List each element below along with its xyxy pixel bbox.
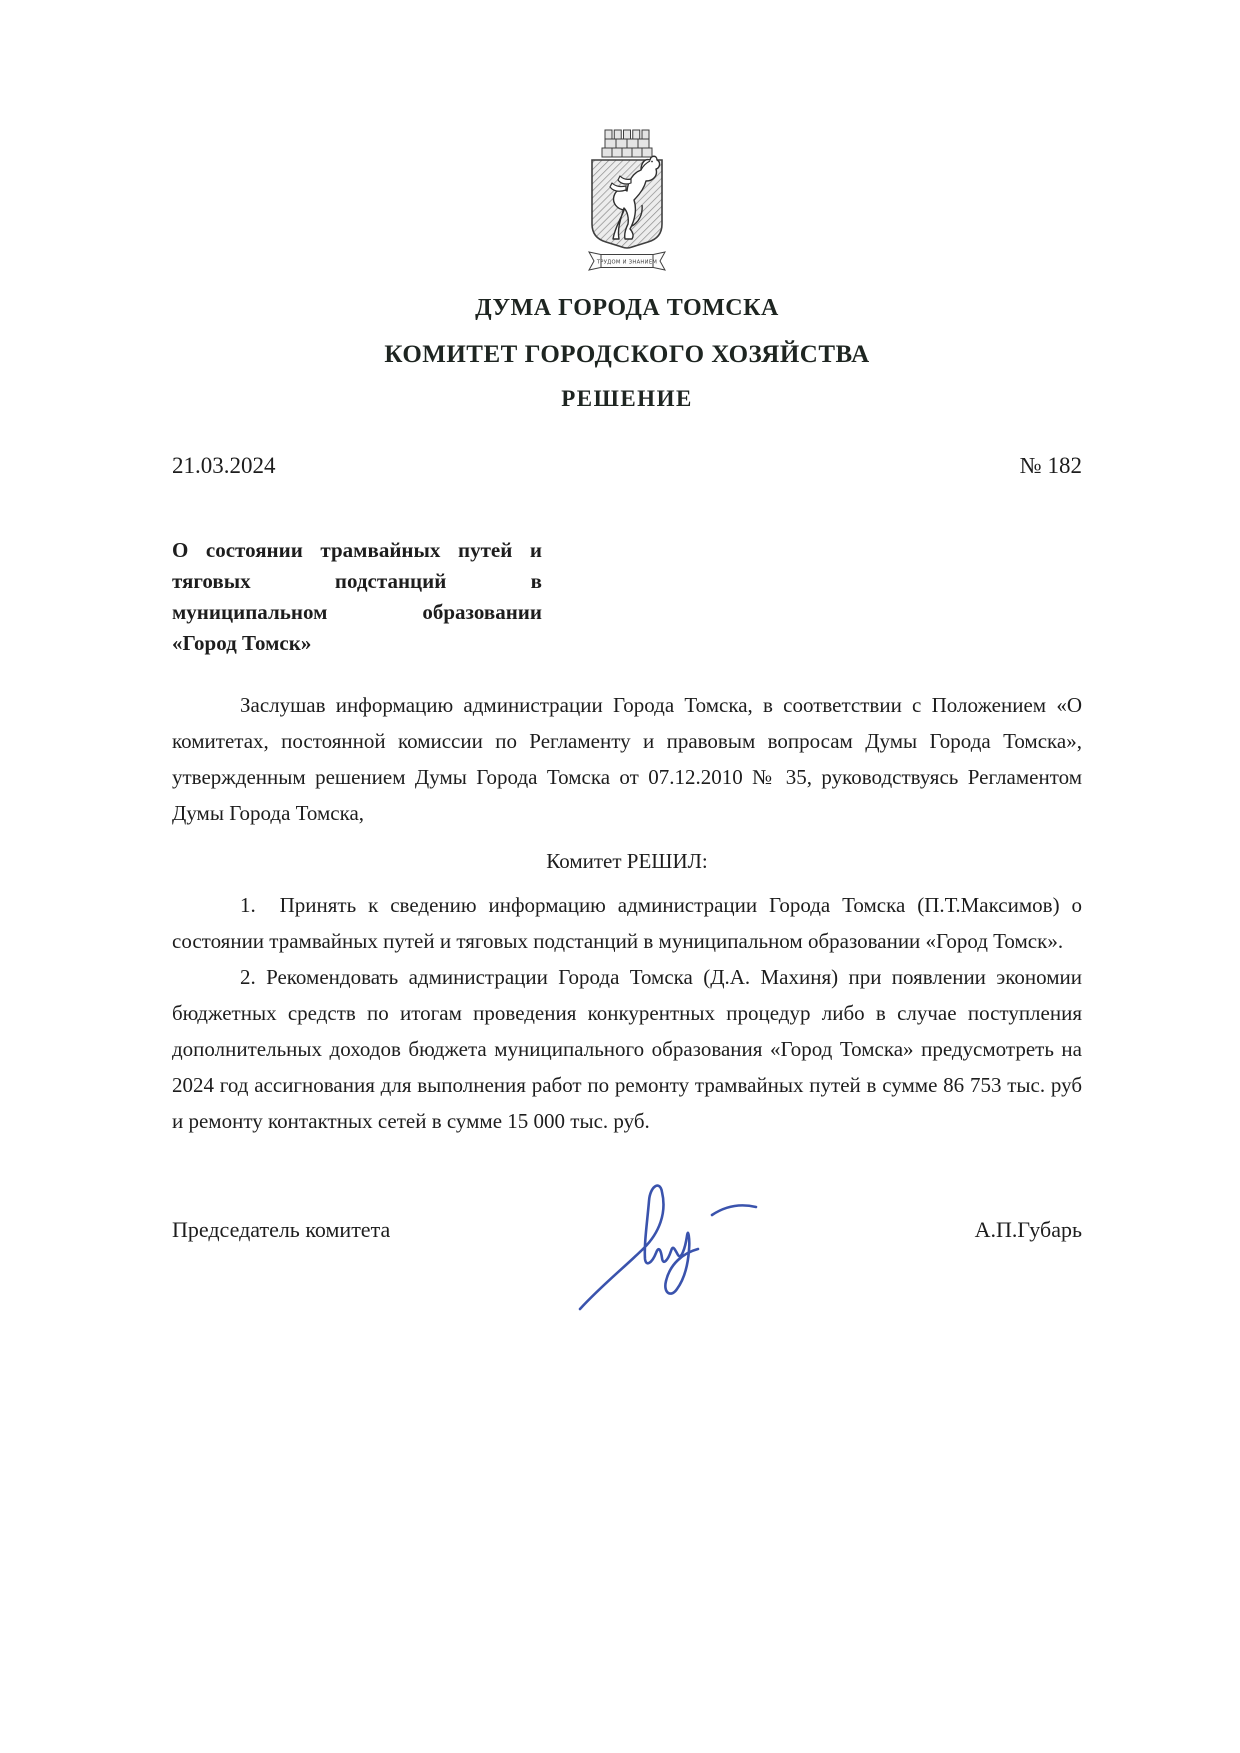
subject-block — [172, 535, 542, 659]
preamble-paragraph: Заслушав информацию администрации Города Томска, в соответствии с Положением «О комитетах, постоянной комиссии по Регламенту и правовым вопросам Думы Города Томска», утвержденным решением Думы Города Томска от 07.12.2010 № 35, руководствуясь Регламентом Думы Города Томска, — [172, 693, 1082, 825]
signer-position-label: Председатель комитета — [172, 1217, 391, 1242]
tomsk-coat-of-arms-icon — [579, 126, 675, 284]
subject-line: О состоянии трамвайных путей и — [172, 538, 542, 562]
resolution-item-1: 1. Принять к сведению информацию администрации Города Томска (П.Т.Максимов) о состоянии трамвайных путей и тяговых подстанций в муниципальном образовании «Город Томск». — [172, 893, 1082, 953]
signer-name: А.П.Губарь — [974, 1217, 1082, 1242]
handwritten-signature-icon — [564, 1165, 799, 1320]
resolution-item-2: 2. Рекомендовать администрации Города Томска (Д.А. Махиня) при появлении экономии бюджетных средств по итогам проведения конкурентных процедур либо в случае поступления дополнительных доходов бюджета муниципального образования «Город Томска» предусмотреть на 2024 год ассигнования для выполнения работ по ремонту трамвайных путей в сумме 86 753 тыс. руб и ремонту контактных сетей в сумме 15 000 тыс. руб. — [172, 965, 1082, 1133]
org-name-line1: ДУМА ГОРОДА ТОМСКА — [475, 295, 779, 321]
emblem-wrap — [172, 126, 1082, 284]
doc-number: № 182 — [1019, 453, 1082, 478]
doc-type-heading: РЕШЕНИЕ — [561, 386, 693, 411]
subject-line: тяговых подстанций в — [172, 569, 542, 593]
emblem-motto-text: ТРУДОМ И ЗНАНИЕМ — [596, 259, 658, 266]
resolution-heading: Комитет РЕШИЛ: — [546, 849, 708, 873]
resolution-items — [172, 887, 1082, 1139]
subject-line: муниципальном образовании — [172, 600, 542, 624]
subject-line: «Город Томск» — [172, 631, 312, 655]
meta-row — [172, 452, 1082, 479]
crown-icon — [602, 130, 652, 157]
letterhead — [172, 126, 1082, 412]
org-name-line2: КОМИТЕТ ГОРОДСКОГО ХОЗЯЙСТВА — [384, 341, 870, 368]
signature-row — [172, 1217, 1082, 1243]
doc-date: 21.03.2024 — [172, 453, 276, 478]
